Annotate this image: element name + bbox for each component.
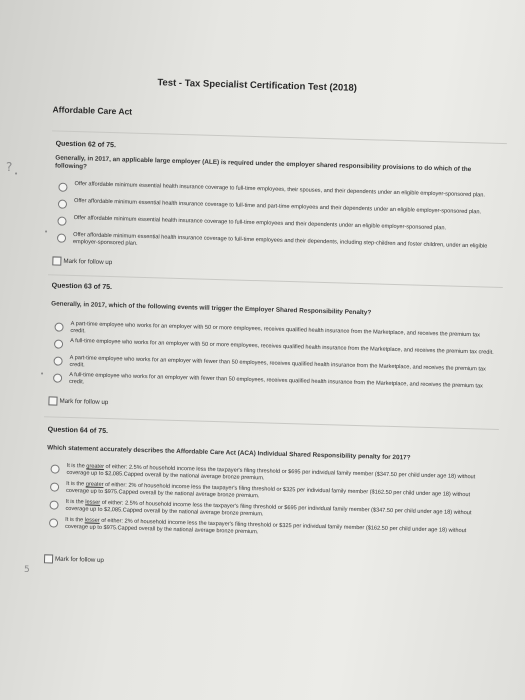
answer-text: Offer affordable minimum essential health insurance coverage to full-time and part-time employees and their dependents under an eligible employer-sponsored plan. xyxy=(73,198,482,216)
emphasis-greater: greater xyxy=(85,481,104,488)
pencil-mark-five: 5 xyxy=(24,565,30,575)
section-title: Affordable Care Act xyxy=(52,104,133,117)
answer-text: Offer affordable minimum essential health insurance coverage to full-time employees and their dependents under an eligible employer-sponsored plan. xyxy=(73,215,447,232)
mark-for-follow-up[interactable] xyxy=(52,256,112,267)
emphasis-lesser: lesser xyxy=(84,517,100,524)
radio-button[interactable] xyxy=(57,217,66,226)
radio-button[interactable] xyxy=(50,464,59,473)
divider xyxy=(52,130,507,144)
question-text: Which statement accurately describes the Affordable Care Act (ACA) Individual Shared Responsibility penalty for 2017? xyxy=(47,444,411,462)
pencil-mark-dot: • xyxy=(44,228,49,236)
answer-text: Offer affordable minimum essential health insurance coverage to full-time employees, their spouses, and their dependents under an eligible employer-sponsored plan. xyxy=(74,181,486,199)
radio-button[interactable] xyxy=(49,500,58,509)
answer-text: It is the greater of either: 2.5% of household income less the taxpayer's filing threshold or $695 per individual family member ($347.50 per child under age 18) without coverage up to $2,085.Capped overall by the national average bronze premium. xyxy=(66,462,476,482)
question-number: Question 62 of 75. xyxy=(55,140,117,150)
pencil-mark-dot: • xyxy=(14,170,19,178)
follow-up-checkbox[interactable] xyxy=(52,256,61,265)
pencil-mark-question: ? xyxy=(6,160,13,174)
pencil-mark-dot: • xyxy=(40,370,45,378)
radio-button[interactable] xyxy=(53,373,62,382)
answer-text: It is the lesser of either: 2% of household income less the taxpayer's filing threshold or $325 per individual family member ($162.50 per child under age 18) without coverage up to $975.Capped overall by the national average bronze premium. xyxy=(64,516,467,535)
follow-up-checkbox[interactable] xyxy=(44,554,53,563)
follow-up-checkbox[interactable] xyxy=(48,396,57,405)
answer-text: A part-time employee who works for an employer with 50 or more employees, receives qualified health insurance from the Marketplace, and receives the premium tax credit. xyxy=(70,320,481,339)
radio-button[interactable] xyxy=(49,518,58,527)
test-page xyxy=(22,60,510,700)
question-number: Question 63 of 75. xyxy=(51,282,113,292)
radio-button[interactable] xyxy=(58,200,67,209)
mark-for-follow-up[interactable] xyxy=(48,396,108,407)
answer-text: It is the lesser of either: 2.5% of household income less the taxpayer's filing threshold or $695 per individual family member ($347.50 per child under age 18) without coverage up to $2,085.Capped overall by the national average bronze premium. xyxy=(65,498,472,518)
answer-text: A full-time employee who works for an employer with fewer than 50 employees, receives qualified health insurance from the Marketplace, and receives the premium tax credit. xyxy=(68,371,483,390)
answer-text: It is the greater of either: 2% of household income less the taxpayer's filing threshold or $325 per individual family member ($162.50 per child under age 18) without coverage up to $975.Capped overall by the national average bronze premium. xyxy=(65,480,471,499)
radio-button[interactable] xyxy=(54,323,63,332)
emphasis-lesser: lesser xyxy=(85,499,101,506)
answer-text: A full-time employee who works for an employer with 50 or more employees, receives qualified health insurance from the Marketplace, and receives the premium tax credit. xyxy=(70,337,494,356)
follow-up-label: Mark for follow up xyxy=(59,397,109,407)
answer-text: A part-time employee who works for an employer with fewer than 50 employees, receives qualified health insurance from the Marketplace, and receives the premium tax credit. xyxy=(69,354,486,373)
radio-button[interactable] xyxy=(54,340,63,349)
divider xyxy=(48,274,503,288)
question-text: Generally, in 2017, an applicable large employer (ALE) is required under the employer shared responsibility provisions to do which of the following? xyxy=(54,154,472,174)
follow-up-label: Mark for follow up xyxy=(63,257,113,267)
follow-up-label: Mark for follow up xyxy=(54,555,104,564)
radio-button[interactable] xyxy=(53,356,62,365)
mark-for-follow-up[interactable] xyxy=(44,554,104,565)
radio-button[interactable] xyxy=(58,183,67,192)
radio-button[interactable] xyxy=(57,234,66,243)
question-number: Question 64 of 75. xyxy=(47,426,109,436)
question-text: Generally, in 2017, which of the following events will trigger the Employer Shared Responsibility Penalty? xyxy=(51,300,372,317)
radio-button[interactable] xyxy=(50,482,59,491)
divider xyxy=(44,416,499,430)
emphasis-greater: greater xyxy=(86,463,105,470)
answer-text: Offer affordable minimum essential health insurance coverage to full-time employees and their dependents, including step-children and foster children, under an eligible employer-sponsored plan. xyxy=(72,231,488,250)
page-title: Test - Tax Specialist Certification Test (2018) xyxy=(157,77,358,94)
